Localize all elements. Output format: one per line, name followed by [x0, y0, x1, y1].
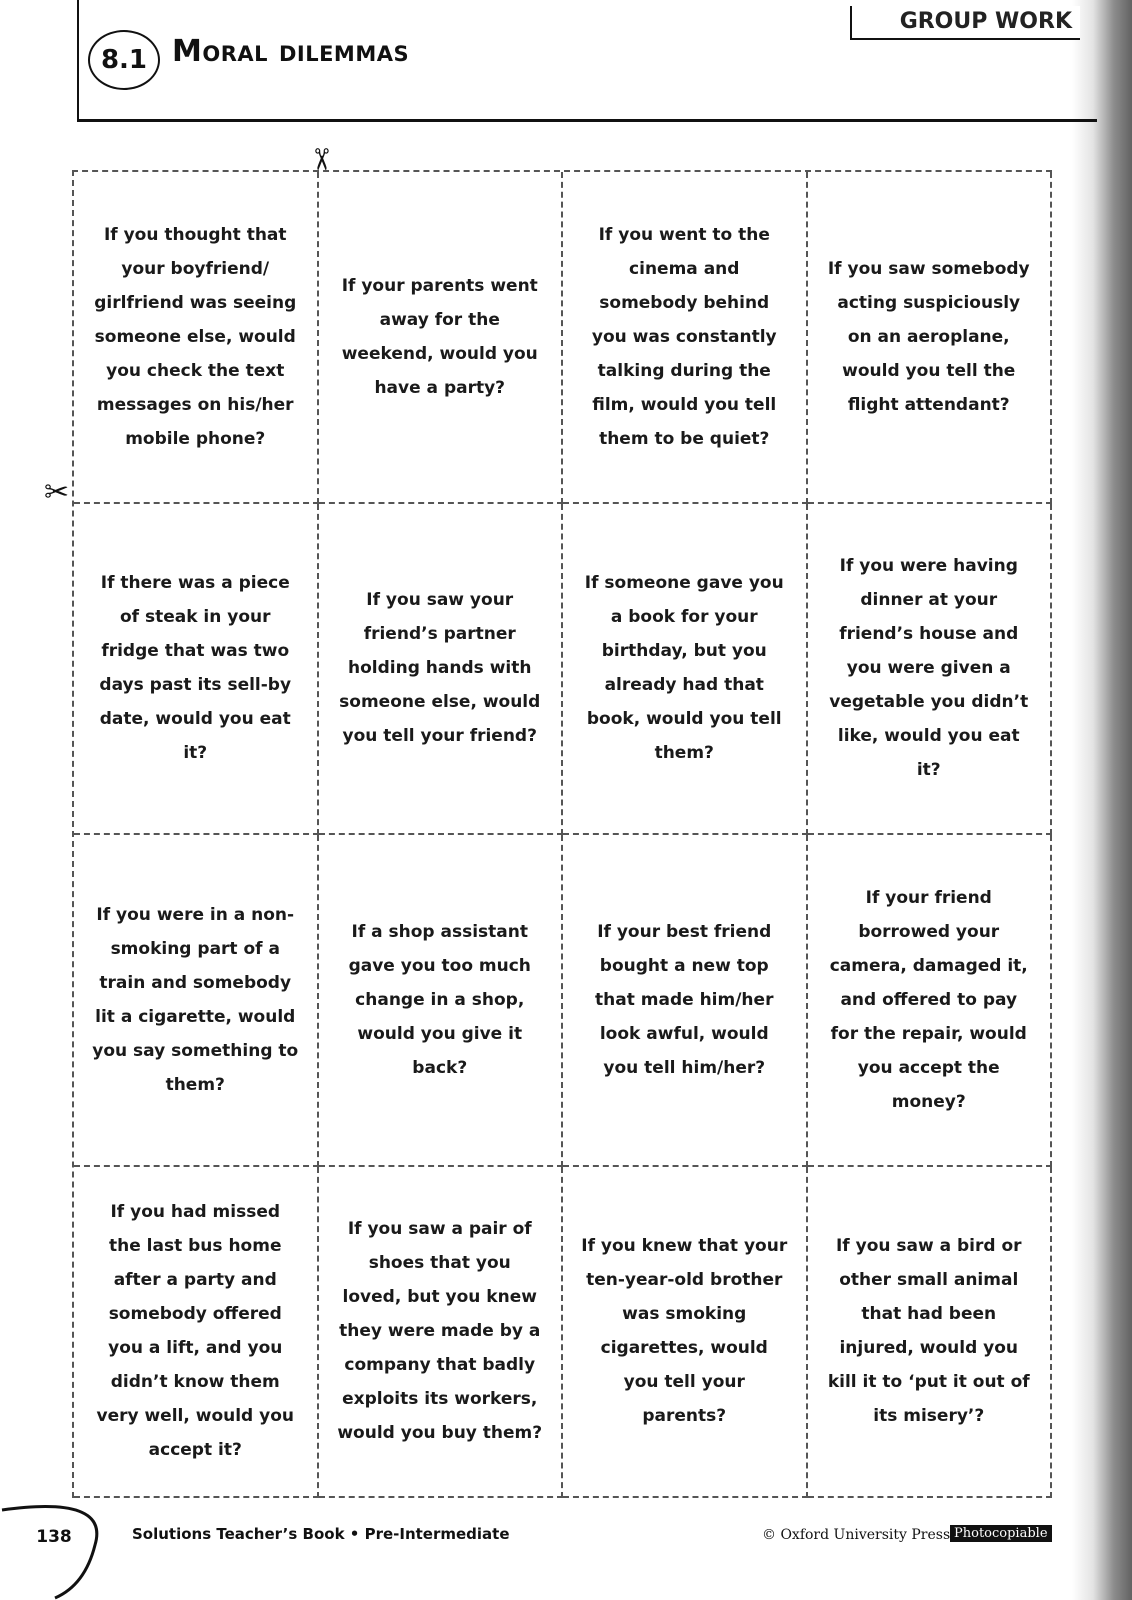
card-text: If your parents went away for the weekend, would you have a party?: [341, 275, 538, 398]
card-text: If you went to the cinema and somebody behind you was constantly talking during the film, would you tell them to be quiet?: [591, 224, 777, 449]
header-vertical-rule: [77, 0, 79, 122]
dilemma-card: [319, 835, 564, 1167]
dilemma-card: [808, 172, 1053, 504]
dilemma-card: [563, 1167, 808, 1499]
scissors-icon: ✂: [303, 146, 339, 173]
dilemma-card: [808, 504, 1053, 836]
publisher-credit: © Oxford University Press: [762, 1527, 951, 1543]
header-horizontal-rule: [77, 119, 1097, 122]
card-text: If you saw a pair of shoes that you loved, but you knew they were made by a company that badly exploits its workers, would you buy them?: [337, 1219, 543, 1444]
dilemma-card: [74, 835, 319, 1167]
dilemma-card: [74, 504, 319, 836]
card-text: If you saw a bird or other small animal that had been injured, would you kill it to ‘put it out of its misery’?: [827, 1236, 1030, 1427]
dilemma-card: [74, 1167, 319, 1499]
card-text: If you saw your friend’s partner holding hands with someone else, would you tell your friend?: [339, 590, 541, 747]
page-binding-shadow: [1072, 0, 1132, 1600]
card-text: If a shop assistant gave you too much change in a shop, would you give it back?: [348, 921, 531, 1078]
dilemma-card: [808, 1167, 1053, 1499]
section-label: GROUP WORK: [850, 6, 1080, 40]
dilemma-card: [808, 835, 1053, 1167]
photocopiable-badge: Photocopiable: [950, 1525, 1052, 1542]
page-title: Moral dilemmas: [172, 34, 410, 69]
card-text: If your friend borrowed your camera, damaged it, and offered to pay for the repair, would you accept the money?: [829, 887, 1028, 1112]
dilemma-card: [563, 504, 808, 836]
dilemma-card: [74, 172, 319, 504]
unit-number: 8.1: [100, 45, 148, 75]
card-text: If there was a piece of steak in your fridge that was two days past its sell-by date, would you eat it?: [99, 573, 292, 764]
card-text: If you were having dinner at your friend’s house and you were given a vegetable you didn’t like, would you eat it?: [829, 556, 1029, 781]
scissors-icon: ✂: [44, 475, 70, 510]
card-text: If your best friend bought a new top that made him/her look awful, would you tell him/her?: [595, 921, 774, 1078]
book-title: Solutions Teacher’s Book • Pre-Intermediate: [132, 1525, 510, 1543]
card-text: If you knew that your ten-year-old brother was smoking cigarettes, would you tell your parents?: [581, 1236, 788, 1427]
card-text: If someone gave you a book for your birthday, but you already had that book, would you tell them?: [584, 573, 784, 764]
card-text: If you thought that your boyfriend/ girlfriend was seeing someone else, would you check the text messages on his/her mobile phone?: [94, 224, 297, 449]
dilemma-card: [563, 835, 808, 1167]
dilemma-card: [319, 504, 564, 836]
page-number: 138: [36, 1527, 72, 1547]
card-text: If you had missed the last bus home after a party and somebody offered you a lift, and you didn’t know them very well, would you accept it?: [96, 1202, 295, 1461]
dilemma-card: [319, 1167, 564, 1499]
unit-number-badge: [88, 30, 160, 90]
dilemma-card: [563, 172, 808, 504]
dilemma-card: [319, 172, 564, 504]
card-text: If you were in a non-smoking part of a train and somebody lit a cigarette, would you say something to them?: [92, 904, 299, 1095]
card-text: If you saw somebody acting suspiciously on an aeroplane, would you tell the flight attendant?: [827, 258, 1030, 415]
card-grid: [72, 170, 1052, 1498]
